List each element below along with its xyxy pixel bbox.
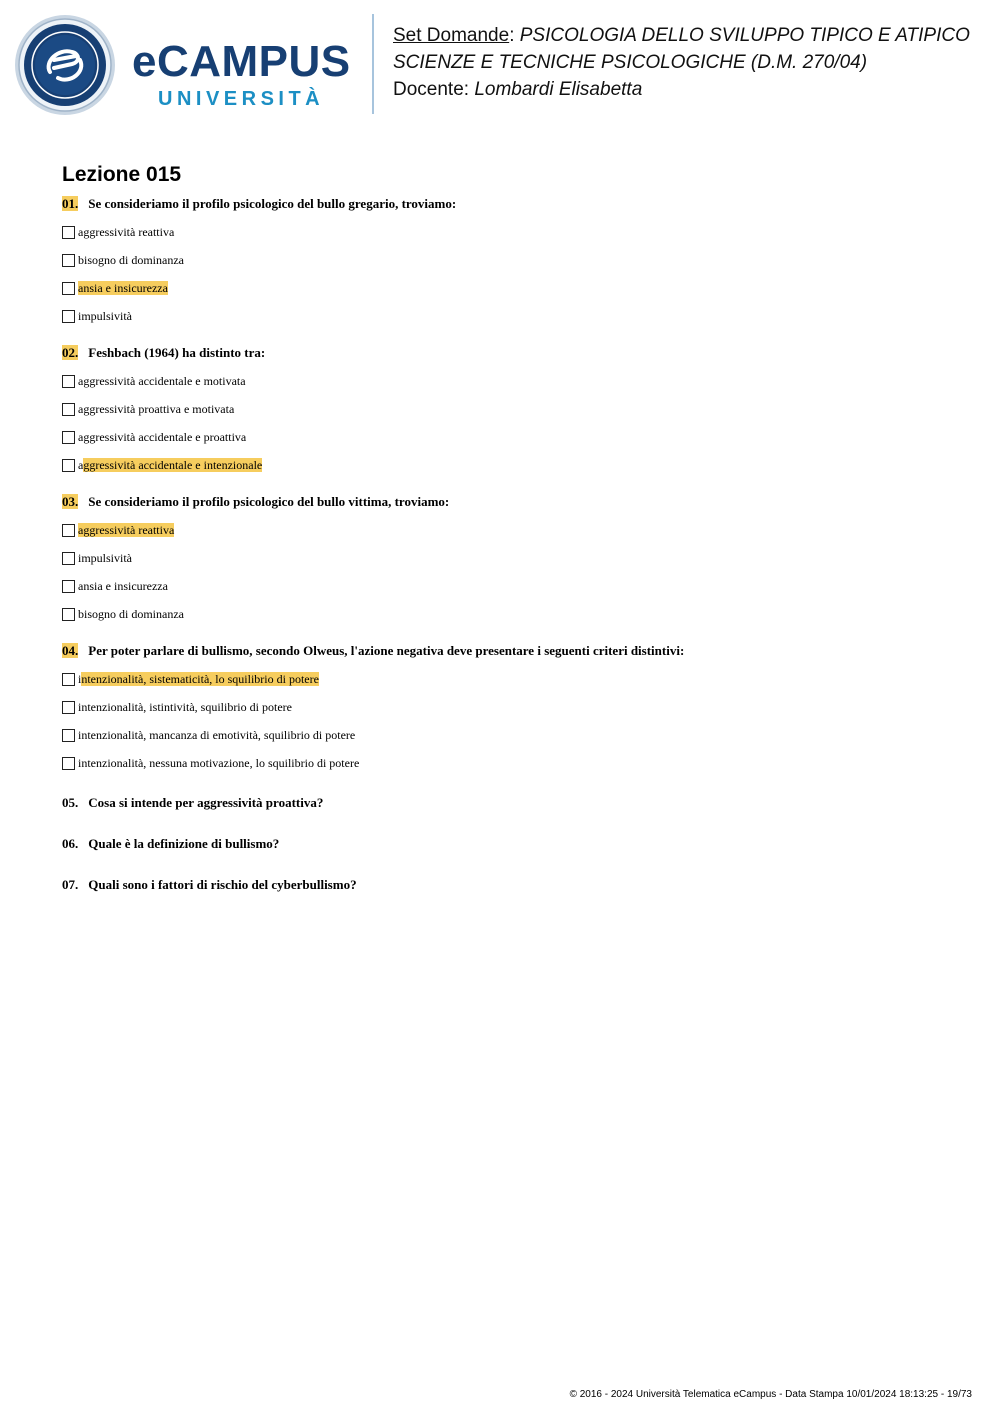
- teacher-name: Lombardi Elisabetta: [474, 79, 643, 100]
- course-title: PSICOLOGIA DELLO SVILUPPO TIPICO E ATIPICO: [519, 25, 970, 46]
- answer-option-correct[interactable]: [62, 274, 962, 302]
- option-text: intenzionalità, nessuna motivazione, lo squilibrio di potere: [78, 756, 360, 770]
- page-header: [0, 0, 1000, 130]
- option-text-highlighted: ntenzionalità, sistematicità, lo squilibrio di potere: [81, 672, 319, 686]
- university-seal-logo: [14, 14, 116, 116]
- answer-option[interactable]: [62, 693, 962, 721]
- answer-option[interactable]: [62, 721, 962, 749]
- option-text: ansia e insicurezza: [78, 579, 168, 593]
- option-text: bisogno di dominanza: [78, 253, 184, 267]
- answer-option[interactable]: [62, 246, 962, 274]
- answer-option-correct[interactable]: [62, 665, 962, 693]
- question-number: 07.: [62, 877, 79, 892]
- answer-option[interactable]: [62, 395, 962, 423]
- option-text: impulsività: [78, 309, 132, 323]
- option-text-highlighted: ansia e insicurezza: [78, 281, 168, 295]
- degree-title: SCIENZE E TECNICHE PSICOLOGICHE (D.M. 270/04): [393, 52, 868, 73]
- page-footer: © 2016 - 2024 Università Telematica eCampus - Data Stampa 10/01/2024 18:13:25 - 19/73: [569, 1389, 972, 1400]
- checkbox[interactable]: [62, 701, 75, 714]
- checkbox[interactable]: [62, 608, 75, 621]
- brand-name: eCAMPUS: [132, 37, 351, 86]
- question-03: [62, 493, 962, 628]
- lesson-title: Lezione 015: [62, 163, 182, 186]
- option-text: impulsività: [78, 551, 132, 565]
- checkbox[interactable]: [62, 254, 75, 267]
- question-number: 03.: [62, 494, 79, 509]
- question-text: Se consideriamo il profilo psicologico del bullo gregario, troviamo:: [88, 196, 457, 211]
- header-info: Set Domande: PSICOLOGIA DELLO SVILUPPO TIPICO E ATIPICO SCIENZE E TECNICHE PSICOLOGICHE (D.M. 270/04) Docente: Lombardi Elisabetta: [393, 25, 970, 100]
- checkbox[interactable]: [62, 282, 75, 295]
- checkbox[interactable]: [62, 403, 75, 416]
- question-number: 01.: [62, 196, 79, 211]
- checkbox[interactable]: [62, 431, 75, 444]
- answer-option[interactable]: [62, 367, 962, 395]
- option-text: aggressività accidentale e motivata: [78, 374, 246, 388]
- answer-option[interactable]: [62, 423, 962, 451]
- option-text: aggressività reattiva: [78, 225, 175, 239]
- option-text-highlighted: ggressività accidentale e intenzionale: [83, 458, 263, 472]
- answer-option[interactable]: [62, 749, 962, 777]
- checkbox[interactable]: [62, 310, 75, 323]
- answer-option[interactable]: [62, 544, 962, 572]
- option-text: aggressività proattiva e motivata: [78, 402, 235, 416]
- option-text: intenzionalità, mancanza di emotività, squilibrio di potere: [78, 728, 356, 742]
- question-04: [62, 642, 962, 777]
- set-label: Set Domande: [393, 25, 510, 46]
- checkbox[interactable]: [62, 673, 75, 686]
- checkbox[interactable]: [62, 757, 75, 770]
- checkbox[interactable]: [62, 580, 75, 593]
- option-text: aggressività accidentale e proattiva: [78, 430, 247, 444]
- question-text: Per poter parlare di bullismo, secondo Olweus, l'azione negativa deve presentare i seguenti criteri distintivi:: [88, 643, 685, 658]
- brand-wordmark: [132, 38, 357, 112]
- answer-option[interactable]: [62, 600, 962, 628]
- option-text-highlighted: aggressività reattiva: [78, 523, 175, 537]
- question-number: 02.: [62, 345, 79, 360]
- question-text: Quale è la definizione di bullismo?: [88, 836, 280, 851]
- option-text: bisogno di dominanza: [78, 607, 184, 621]
- teacher-label: Docente:: [393, 79, 470, 100]
- question-05: [62, 791, 962, 814]
- brand-subtitle: UNIVERSITÀ: [158, 88, 325, 110]
- question-06: [62, 832, 962, 855]
- option-text-prefix: i: [78, 672, 82, 686]
- question-07: [62, 873, 962, 896]
- questions-list: [62, 195, 962, 914]
- option-text-prefix: a: [78, 458, 84, 472]
- question-text: Cosa si intende per aggressività proattiva?: [88, 795, 324, 810]
- answer-option[interactable]: [62, 302, 962, 330]
- checkbox[interactable]: [62, 375, 75, 388]
- question-text: Feshbach (1964) ha distinto tra:: [88, 345, 266, 360]
- answer-option[interactable]: [62, 572, 962, 600]
- answer-option[interactable]: [62, 218, 962, 246]
- checkbox[interactable]: [62, 552, 75, 565]
- question-01: [62, 195, 962, 330]
- checkbox[interactable]: [62, 459, 75, 472]
- question-text: Se consideriamo il profilo psicologico del bullo vittima, troviamo:: [88, 494, 450, 509]
- answer-option-correct[interactable]: [62, 516, 962, 544]
- question-text: Quali sono i fattori di rischio del cyberbullismo?: [88, 877, 357, 892]
- checkbox[interactable]: [62, 226, 75, 239]
- option-text: intenzionalità, istintività, squilibrio di potere: [78, 700, 292, 714]
- answer-option-correct[interactable]: [62, 451, 962, 479]
- question-number: 05.: [62, 795, 79, 810]
- question-number: 06.: [62, 836, 79, 851]
- checkbox[interactable]: [62, 524, 75, 537]
- question-02: [62, 344, 962, 479]
- checkbox[interactable]: [62, 729, 75, 742]
- question-number: 04.: [62, 643, 79, 658]
- header-divider: [372, 14, 374, 114]
